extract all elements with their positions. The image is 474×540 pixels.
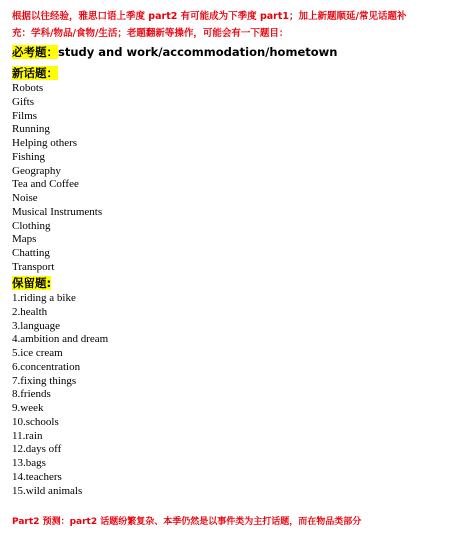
new-topics-heading <box>12 66 58 81</box>
part2-prediction-paragraph: Part2 预测：part2 话题纷繁复杂、本季仍然是以事件类为主打话题，而在物品类部分 <box>12 517 362 527</box>
list-item: Transport <box>12 260 55 273</box>
retained-topics-heading <box>12 276 51 291</box>
intro-line-2: 充：学科/物品/食物/生活；老题翻新等操作，可能会有一下题目： <box>12 28 289 39</box>
list-item: 2.health <box>12 305 48 318</box>
list-item: 6.concentration <box>12 360 81 373</box>
list-item: 15.wild animals <box>12 484 83 497</box>
required-topics: study and work/accommodation/hometown <box>58 45 338 59</box>
list-item: Noise <box>12 192 38 204</box>
list-item: 3.language <box>12 319 60 332</box>
list-item: Tea and Coffee <box>12 178 79 191</box>
list-item: 12.days off <box>12 443 62 456</box>
list-item: 8.friends <box>12 388 51 401</box>
list-item: 13.bags <box>12 457 46 469</box>
list-item: 10.schools <box>12 415 59 428</box>
list-item: Fishing <box>12 150 46 163</box>
list-item: Running <box>12 123 50 136</box>
list-item: Helping others <box>12 137 78 149</box>
list-item: Chatting <box>12 247 50 259</box>
list-item: Gifts <box>12 95 34 108</box>
required-topics-heading <box>12 45 337 60</box>
retained-topics-label: 保留题: <box>12 276 52 290</box>
list-item: Films <box>12 109 38 122</box>
list-item: 11.rain <box>12 429 43 442</box>
required-label: 必考题： <box>12 45 58 59</box>
intro-paragraph <box>12 8 452 42</box>
list-item: 14.teachers <box>12 470 62 483</box>
list-item: Musical Instruments <box>12 205 103 218</box>
new-topics-list <box>12 82 102 275</box>
list-item: 4.ambition and dream <box>12 333 109 346</box>
list-item: Maps <box>12 233 37 246</box>
list-item: Robots <box>12 82 44 94</box>
list-item: 9.week <box>12 402 44 414</box>
list-item: Geography <box>12 164 61 177</box>
list-item: 5.ice cream <box>12 347 63 359</box>
intro-line-1: 根据以往经验，雅思口语上季度 part2 有可能成为下季度 part1；加上新题顺延/常见话题补 <box>12 11 407 22</box>
list-item: 1.riding a bike <box>12 292 76 304</box>
new-topics-label: 新话题： <box>12 66 58 80</box>
retained-topics-list <box>12 292 108 498</box>
list-item: Clothing <box>12 219 51 232</box>
list-item: 7.fixing things <box>12 374 77 387</box>
